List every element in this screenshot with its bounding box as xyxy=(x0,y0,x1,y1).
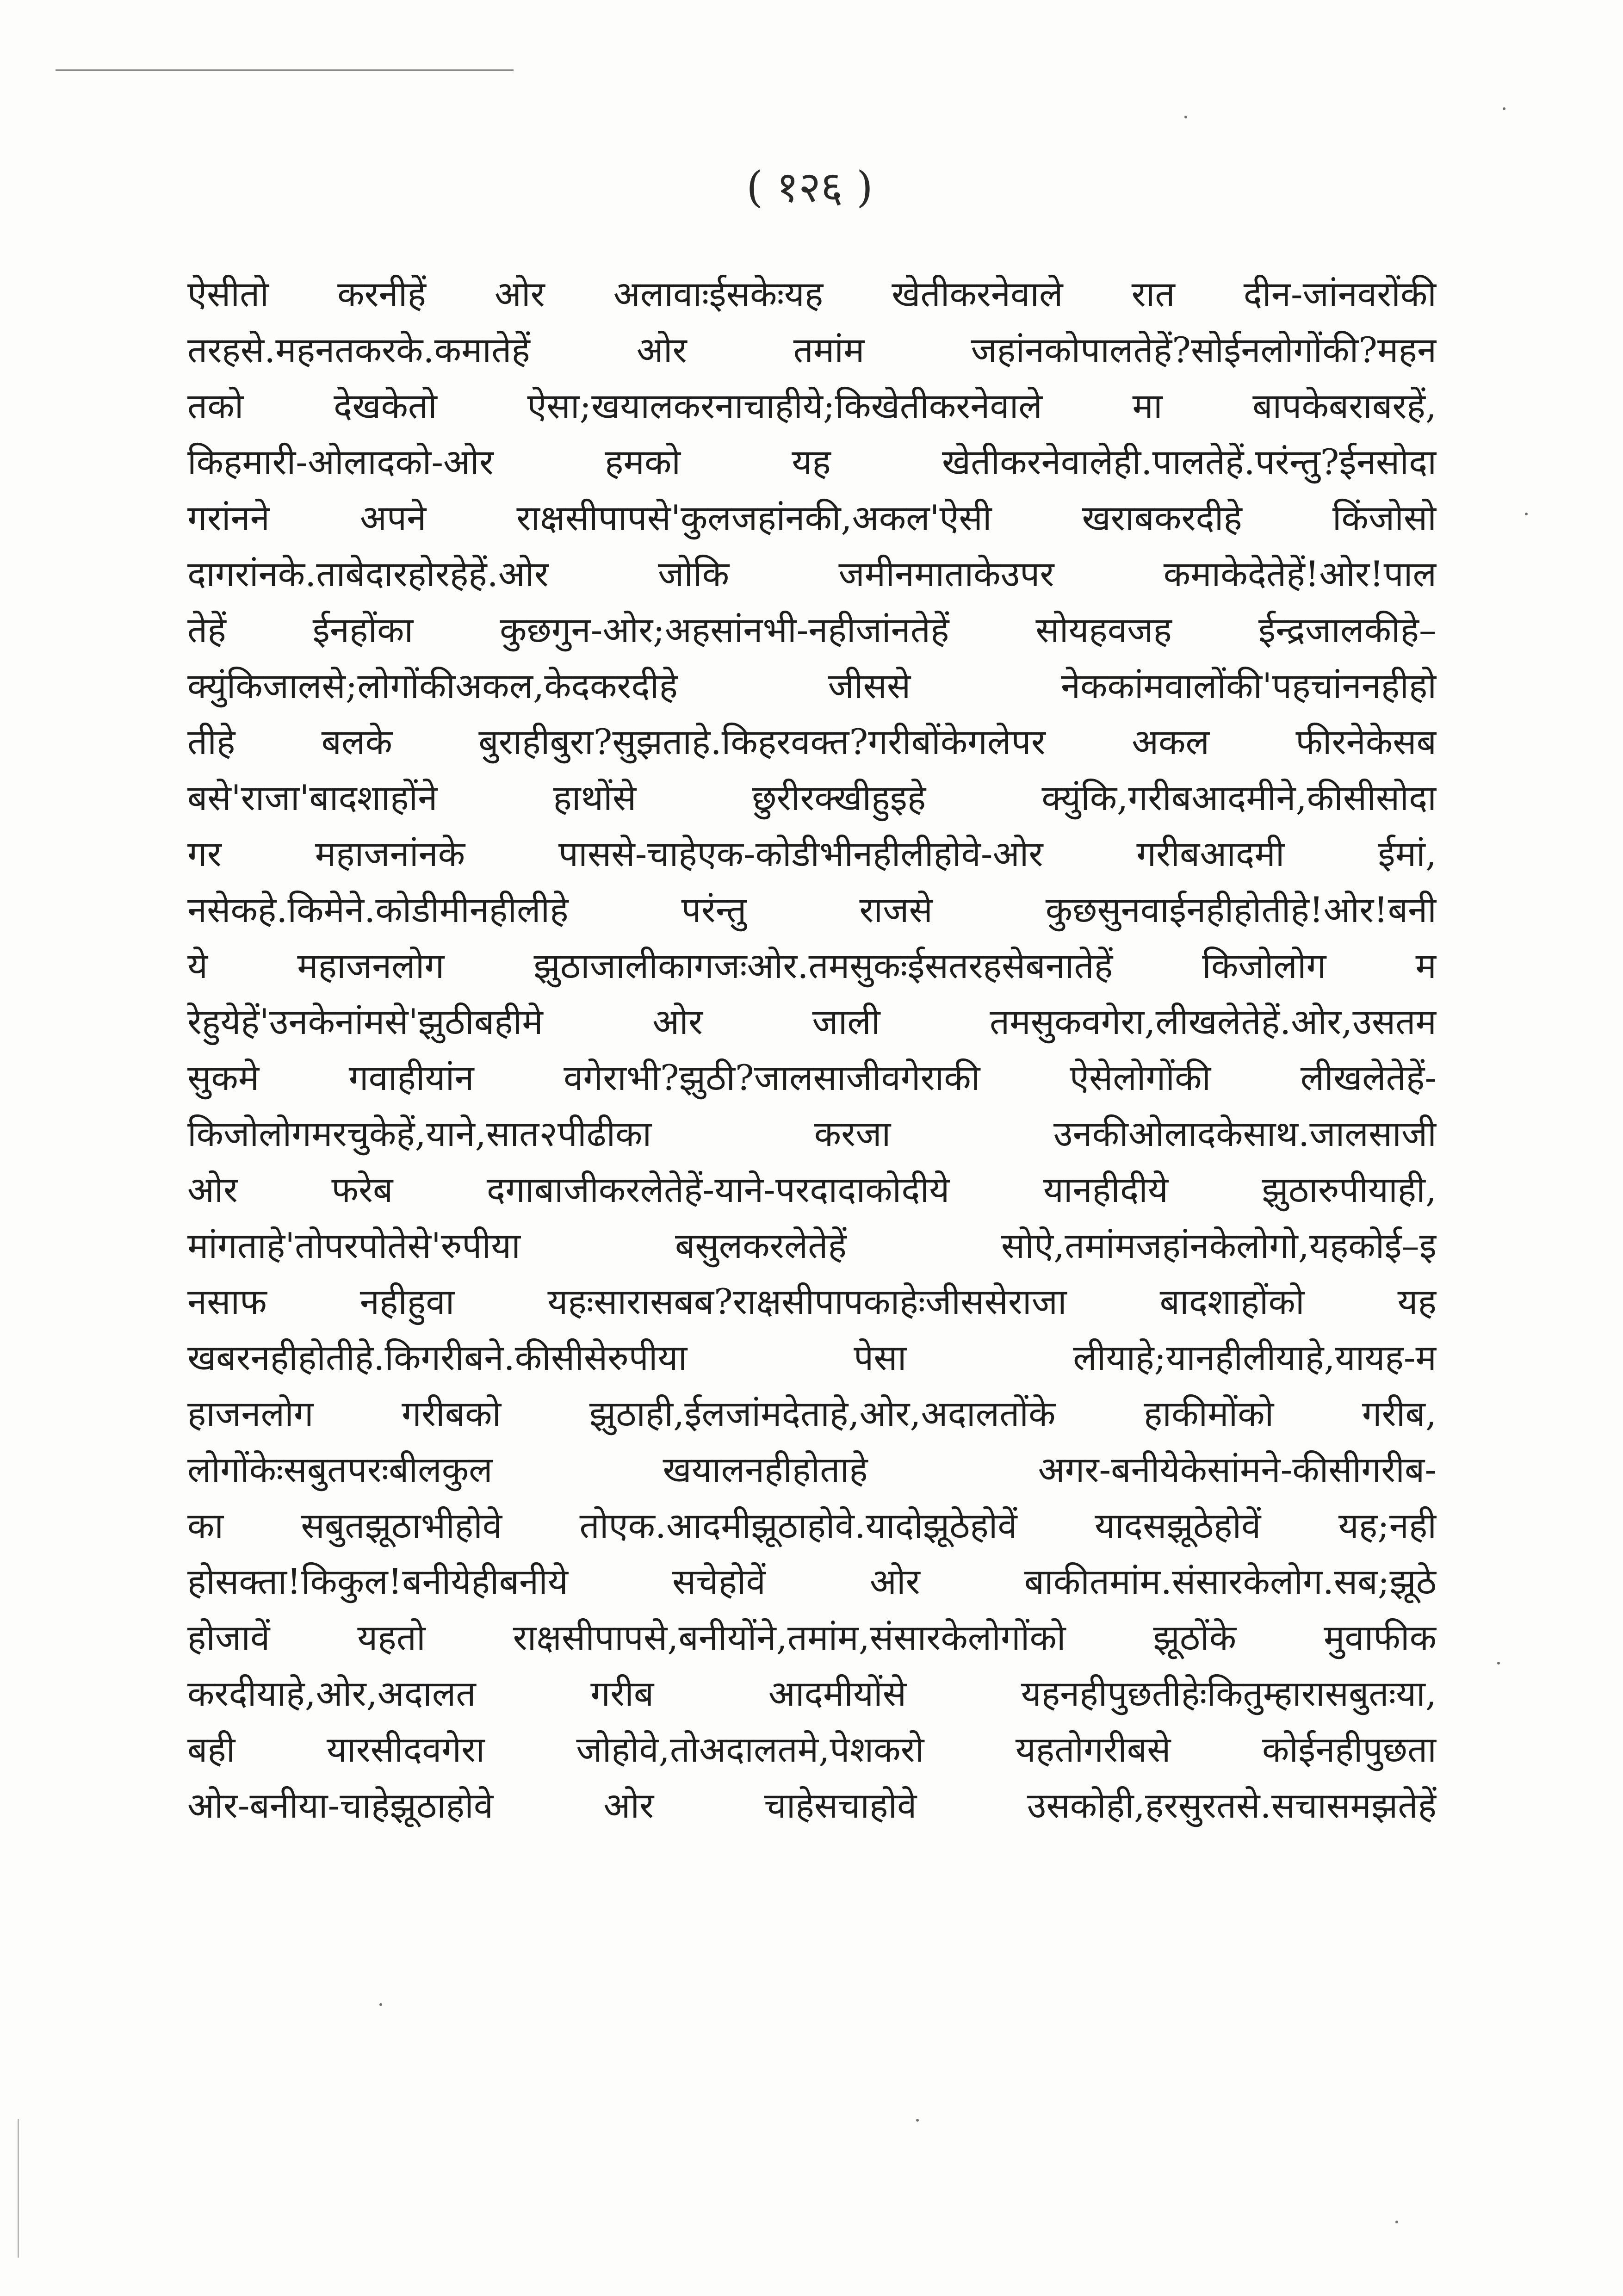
text-line: क्युंकिजालसे;लोगोंकीअकल,केदकरदीहे जीससे नेककांमवालोंकी'पहचांननहीहो xyxy=(187,665,1437,706)
text-line: मांगताहे'तोपरपोतेसे'रुपीया बसुलकरलेतेहें सोऐ,तमांमजहांनकेलोगो,यहकोई–इ xyxy=(187,1225,1437,1266)
scan-speck xyxy=(1525,513,1528,515)
top-rule xyxy=(56,69,514,71)
text-line: खबरनहीहोतीहे.किगरीबने.कीसीसेरुपीया पेसा लीयाहे;यानहीलीयाहे,यायह-म xyxy=(187,1337,1437,1378)
text-line: तेहें ईनहोंका कुछगुन-ओर;अहसांनभी-नहीजांनतेहें सोयहवजह ईन्द्रजालकीहे– xyxy=(187,609,1437,650)
text-line: किजोलोगमरचुकेहें,याने,सात२पीढीका करजा उनकीओलादकेसाथ.जालसाजी xyxy=(187,1113,1437,1154)
text-line: ओर-बनीया-चाहेझूठाहोवे ओर चाहेसचाहोवे उसकोही,हरसुरतसे.सचासमझतेहें xyxy=(187,1785,1437,1826)
text-line: लोगोंकेःसबुतपरःबीलकुल खयालनहीहोताहे अगर-बनीयेकेसांमने-कीसीगरीब- xyxy=(187,1449,1437,1490)
text-line: सुकमे गवाहीयांन वगेराभी?झुठी?जालसाजीवगेराकी ऐसेलोगोंकी लीखलेतेहें- xyxy=(187,1057,1437,1098)
text-line: किहमारी-ओलादको-ओर हमको यह खेतीकरनेवालेही.पालतेहें.परंन्तु?ईनसोदा xyxy=(187,441,1437,483)
scan-speck xyxy=(1395,2221,1398,2223)
text-line: करदीयाहे,ओर,अदालत गरीब आदमीयोंसे यहनहीपुछतीहेःकितुम्हारासबुतःया, xyxy=(187,1673,1437,1714)
page-number: ( १२६ ) xyxy=(746,162,873,212)
margin-mark xyxy=(18,2119,19,2258)
scan-speck xyxy=(1184,116,1187,118)
text-line: गरांनने अपने राक्षसीपापसे'कुलजहांनकी,अकल'ऐसी खराबकरदीहे किंजोसो xyxy=(187,497,1437,538)
text-line: दागरांनके.ताबेदारहोरहेहें.ओर जोकि जमीनमाताकेउपर कमाकेदेतेहें!ओर!पाल xyxy=(187,553,1437,594)
text-line: नसेकहे.किमेने.कोडीमीनहीलीहे परंन्तु राजसे कुछसुनवाईनहीहोतीहे!ओर!बनी xyxy=(187,889,1437,930)
text-line: ऐसीतो करनीहें ओर अलावाःईसकेःयह खेतीकरनेवाले रात दीन-जांनवरोंकी xyxy=(187,273,1437,315)
text-line: तीहे बलके बुराहीबुरा?सुझताहे.किहरवक्त?गरीबोंकेगलेपर अकल फीरनेकेसब xyxy=(187,721,1437,762)
scan-speck xyxy=(1497,1662,1500,1665)
text-line: ओर फरेब दगाबाजीकरलेतेहें-याने-परदादाकोदीये यानहीदीये झुठारुपीयाही, xyxy=(187,1169,1437,1210)
scan-speck xyxy=(1503,107,1505,110)
text-line: तको देखकेतो ऐसा;खयालकरनाचाहीये;किखेतीकरनेवाले मा बापकेबराबरहें, xyxy=(187,385,1437,427)
scan-speck xyxy=(379,2003,382,2006)
text-line: तरहसे.महनतकरके.कमातेहें ओर तमांम जहांनकोपालतेहें?सोईनलोगोंकी?महन xyxy=(187,329,1437,371)
body-text xyxy=(187,266,1437,1833)
text-line: गर महाजनांनके पाससे-चाहेएक-कोडीभीनहीलीहोवे-ओर गरीबआदमी ईमां, xyxy=(187,833,1437,874)
text-line: रेहुयेहें'उनकेनांमसे'झुठीबहीमे ओर जाली तमसुकवगेरा,लीखलेतेहें.ओर,उसतम xyxy=(187,1001,1437,1042)
text-line: हाजनलोग गरीबको झुठाही,ईलजांमदेताहे,ओर,अदालतोंके हाकीमोंको गरीब, xyxy=(187,1393,1437,1434)
text-line: नसाफ नहीहुवा यहःसारासबब?राक्षसीपापकाहेःजीससेराजा बादशाहोंको यह xyxy=(187,1281,1437,1322)
text-line: होजावें यहतो राक्षसीपापसे,बनीयोंने,तमांम,संसारकेलोगोंको झूठोंके मुवाफीक xyxy=(187,1617,1437,1658)
text-line: का सबुतझूठाभीहोवे तोएक.आदमीझूठाहोवे.यादोझूठेहोवें यादसझूठेहोवें यह;नही xyxy=(187,1505,1437,1546)
scan-speck xyxy=(916,2119,919,2122)
text-line: बही यारसीदवगेरा जोहोवे,तोअदालतमे,पेशकरो यहतोगरीबसे कोईनहीपुछता xyxy=(187,1729,1437,1770)
text-line: बसे'राजा'बादशाहोंने हाथोंसे छुरीरक्खीहुइहे क्युंकि,गरीबआदमीने,कीसीसोदा xyxy=(187,777,1437,818)
text-line: होसक्ता!किकुल!बनीयेहीबनीये सचेहोवें ओर बाकीतमांम.संसारकेलोग.सब;झूठे xyxy=(187,1561,1437,1602)
text-line: ये महाजनलोग झुठाजालीकागजःओर.तमसुकःईसतरहसेबनातेहें किजोलोग म xyxy=(187,945,1437,986)
